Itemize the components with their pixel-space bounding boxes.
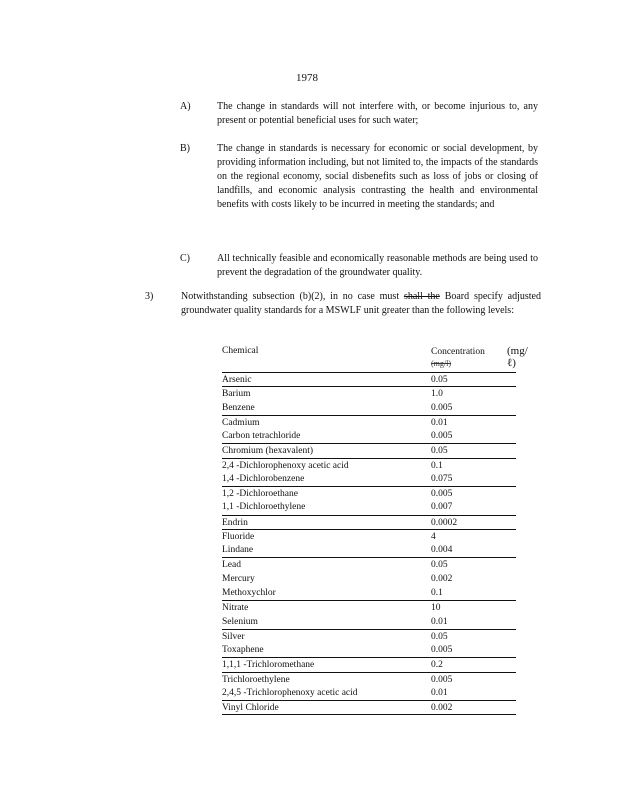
concentration-value: 0.05 — [431, 446, 448, 457]
chemical-name: 1,1 -Dichloroethylene — [222, 502, 306, 513]
chemical-name: Carbon tetrachloride — [222, 431, 301, 442]
concentration-value: 0.002 — [431, 573, 453, 584]
chemical-name: Arsenic — [222, 375, 252, 385]
header-unit: (mg/ℓ) — [507, 345, 528, 369]
chemical-name: Chromium (hexavalent) — [222, 446, 314, 457]
chemical-name: 1,4 -Dichlorobenzene — [222, 473, 305, 484]
concentration-value: 0.005 — [431, 674, 453, 685]
concentration-value: 0.005 — [431, 402, 453, 413]
chemical-name: Toxaphene — [222, 645, 264, 656]
item-marker: B) — [180, 143, 190, 154]
concentration-value: 0.1 — [431, 587, 443, 598]
table-row — [222, 686, 516, 700]
table-row — [222, 415, 516, 429]
chemical-name: Silver — [222, 631, 245, 642]
table-row — [222, 700, 516, 714]
concentration-value: 0.004 — [431, 545, 453, 556]
header-concentration-label: Concentration — [431, 347, 485, 357]
header-chemical: Chemical — [222, 346, 259, 356]
concentration-value: 0.01 — [431, 417, 448, 428]
page-number: 1978 — [296, 72, 318, 84]
concentration-value: 0.075 — [431, 473, 453, 484]
table-row — [222, 429, 516, 443]
table-row — [222, 529, 516, 543]
item-marker: A) — [180, 101, 191, 112]
chemical-name: Endrin — [222, 517, 248, 528]
concentration-value: 0.01 — [431, 687, 448, 698]
chemical-name: Lindane — [222, 545, 254, 556]
concentration-value: 0.05 — [431, 375, 448, 385]
concentration-value: 0.005 — [431, 431, 453, 442]
text-before: Notwithstanding subsection (b)(2), in no case — [181, 291, 380, 302]
concentration-value: 0.05 — [431, 560, 448, 571]
concentration-value: 4 — [431, 531, 436, 542]
struck-text: shall the — [403, 291, 440, 302]
chemical-name: Trichloroethylene — [222, 674, 290, 685]
table-row — [222, 629, 516, 643]
item-text: The change in standards will not interfere with, or become injurious to, any present or potential beneficial uses for such water; — [217, 101, 538, 126]
chemical-name: Cadmium — [222, 417, 260, 428]
table-row — [222, 572, 516, 586]
concentration-value: 0.002 — [431, 703, 453, 714]
chemical-name: 1,1,1 -Trichloromethane — [222, 660, 315, 671]
chemical-name: Barium — [222, 389, 251, 400]
table-row — [222, 458, 516, 472]
item-marker: C) — [180, 253, 190, 264]
table-row — [222, 615, 516, 629]
table-row — [222, 500, 516, 514]
table-row — [222, 372, 516, 386]
item-text: The change in standards is necessary for economic or social development, by providing information including, but not limited to, the impacts of the standards on the regional economy, social disbenefits such as loss of jobs or closing of landfills, and economic analysis contrasting the health and environmental benefits with costs likely to be incurred in meeting the standards; and — [217, 143, 538, 210]
concentration-value: 0.005 — [431, 489, 453, 500]
item-3-text — [181, 290, 541, 318]
table-header — [222, 344, 528, 372]
item-text: All technically feasible and economically reasonable methods are being used to prevent the degradation of the groundwater quality. — [217, 253, 538, 278]
table-row — [222, 586, 516, 600]
chemical-name: 2,4,5 -Trichlorophenoxy acetic acid — [222, 687, 358, 698]
table-body — [222, 372, 516, 714]
table-row — [222, 672, 516, 686]
chemical-name: Fluoride — [222, 531, 255, 542]
table-row — [222, 486, 516, 500]
header-concentration — [431, 346, 485, 370]
table-row — [222, 515, 516, 529]
table-row — [222, 386, 516, 400]
table-row — [222, 600, 516, 614]
concentration-value: 0.007 — [431, 502, 453, 513]
chemical-name: 2,4 -Dichlorophenoxy acetic acid — [222, 460, 349, 471]
concentration-value: 0.01 — [431, 616, 448, 627]
chemical-name: Methoxychlor — [222, 587, 276, 598]
concentration-value: 1.0 — [431, 389, 443, 400]
inserted-text: must — [379, 291, 400, 302]
table-row — [222, 643, 516, 657]
table-row — [222, 557, 516, 571]
text-after: Board specify adjusted groundwater quality standards for a MSWLF unit greater than the following levels: — [181, 291, 541, 316]
header-struck-unit: (mg/l) — [431, 359, 451, 368]
concentration-value: 0.05 — [431, 631, 448, 642]
table-row — [222, 657, 516, 671]
item-marker: 3) — [145, 291, 154, 302]
table-row — [222, 472, 516, 486]
concentration-value: 0.005 — [431, 645, 453, 656]
chemical-name: Benzene — [222, 402, 255, 413]
concentration-value: 0.0002 — [431, 517, 458, 528]
chemical-name: Nitrate — [222, 603, 249, 614]
concentration-value: 0.2 — [431, 660, 443, 671]
table-row — [222, 443, 516, 457]
chemical-name: Vinyl Chloride — [222, 703, 279, 714]
concentration-value: 0.1 — [431, 460, 443, 471]
table-row — [222, 401, 516, 415]
chemical-name: Lead — [222, 560, 241, 571]
chemical-name: Selenium — [222, 616, 258, 627]
chemical-table — [222, 344, 528, 715]
chemical-name: Mercury — [222, 573, 255, 584]
concentration-value: 10 — [431, 603, 441, 614]
chemical-name: 1,2 -Dichloroethane — [222, 489, 298, 500]
table-row — [222, 543, 516, 557]
